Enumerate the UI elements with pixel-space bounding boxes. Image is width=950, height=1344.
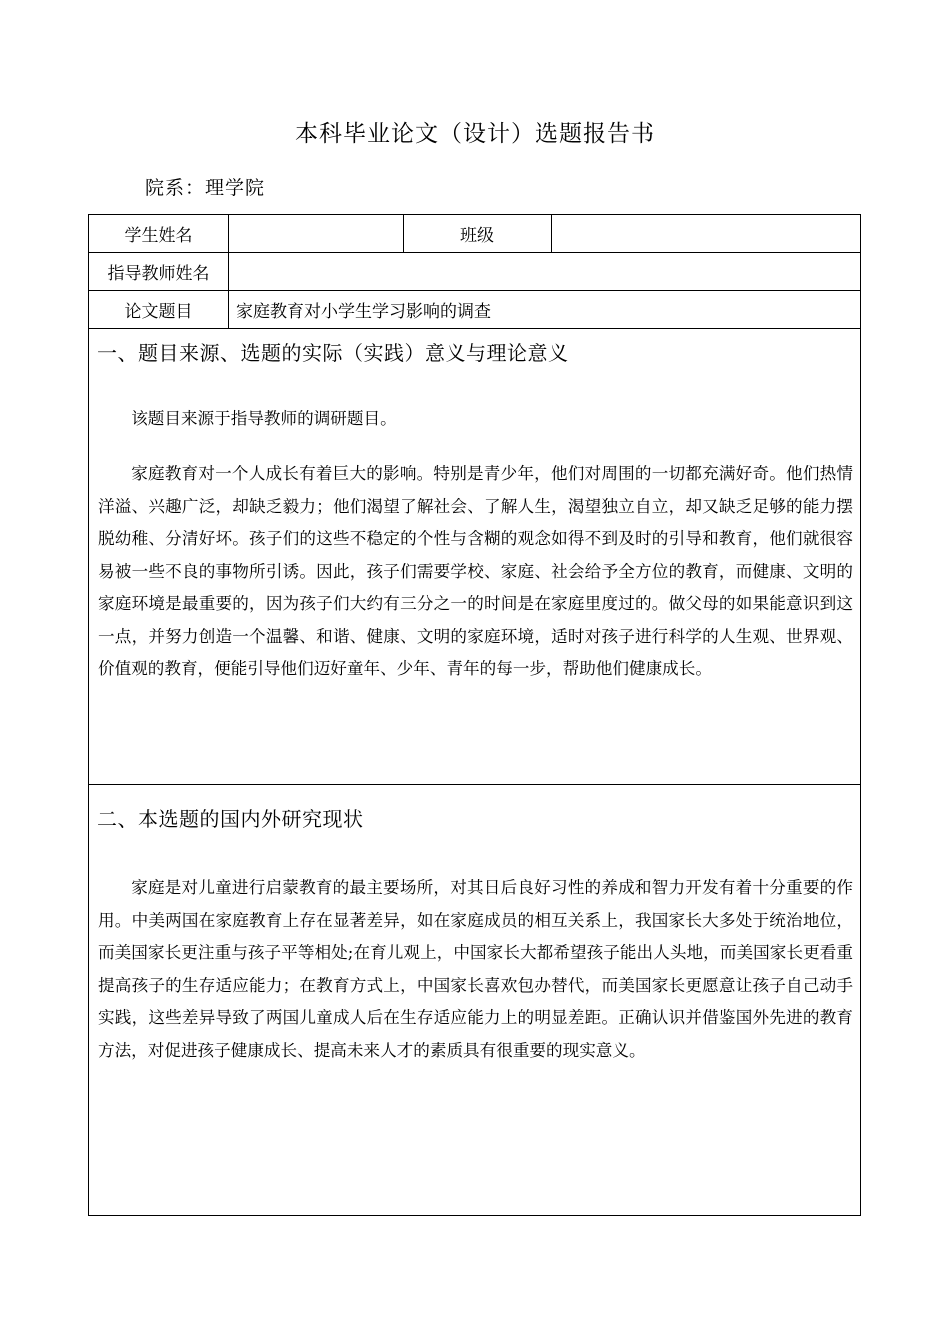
column-divider: [551, 215, 552, 252]
thesis-title-value: 家庭教育对小学生学习影响的调查: [236, 301, 491, 322]
row-divider: [89, 328, 860, 329]
thesis-title-label: 论文题目: [124, 301, 193, 322]
section1-paragraph-source: 该题目来源于指导教师的调研题目。: [131, 409, 397, 428]
student-name-label: 学生姓名: [124, 226, 193, 246]
student-name-field[interactable]: [235, 215, 401, 252]
department-label: 院系：理学院: [145, 177, 266, 199]
section2-heading: 二、本选题的国内外研究现状: [97, 807, 364, 831]
advisor-name-field[interactable]: [235, 252, 855, 290]
section2-paragraph-status: 家庭是对儿童进行启蒙教育的最主要场所，对其日后良好习性的养成和智力开发有着十分重要的作用。中美两国在家庭教育上存在显著差异，如在家庭成员的相互关系上，我国家长大多处于统治地位，而美国家长更注重与孩子平等相处;在育儿观上，中国家长大都希望孩子能出人头地，而美国家长更看重提高孩子的生存适应能力；在教育方式上，中国家长喜欢包办替代，而美国家长更愿意让孩子自己动手实践，这些差异导致了两国儿童成人后在生存适应能力上的明显差距。正确认识并借鉴国外先进的教育方法，对促进孩子健康成长、提高未来人才的素质具有很重要的现实意义。: [98, 878, 853, 1060]
section1-paragraph-significance: 家庭教育对一个人成长有着巨大的影响。特别是青少年，他们对周围的一切都充满好奇。他们热情洋溢、兴趣广泛，却缺乏毅力；他们渴望了解社会、了解人生，渴望独立自立，却又缺乏足够的能力摆脱幼稚、分清好坏。孩子们的这些不稳定的个性与含糊的观念如得不到及时的引导和教育，他们就很容易被一些不良的事物所引诱。因此，孩子们需要学校、家庭、社会给予全方位的教育，而健康、文明的家庭环境是最重要的，因为孩子们大约有三分之一的时间是在家庭里度过的。做父母的如果能意识到这一点，并努力创造一个温馨、和谐、健康、文明的家庭环境，适时对孩子进行科学的人生观、世界观、价值观的教育，便能引导他们迈好童年、少年、青年的每一步，帮助他们健康成长。: [98, 464, 853, 678]
column-divider: [228, 215, 229, 328]
class-field[interactable]: [557, 215, 857, 252]
report-table: [88, 214, 861, 1216]
section-divider: [89, 784, 860, 785]
document-title: 本科毕业论文（设计）选题报告书: [295, 121, 655, 147]
section1-heading: 一、题目来源、选题的实际（实践）意义与理论意义: [97, 341, 569, 365]
advisor-name-label: 指导教师姓名: [107, 263, 210, 284]
class-label: 班级: [460, 226, 494, 246]
